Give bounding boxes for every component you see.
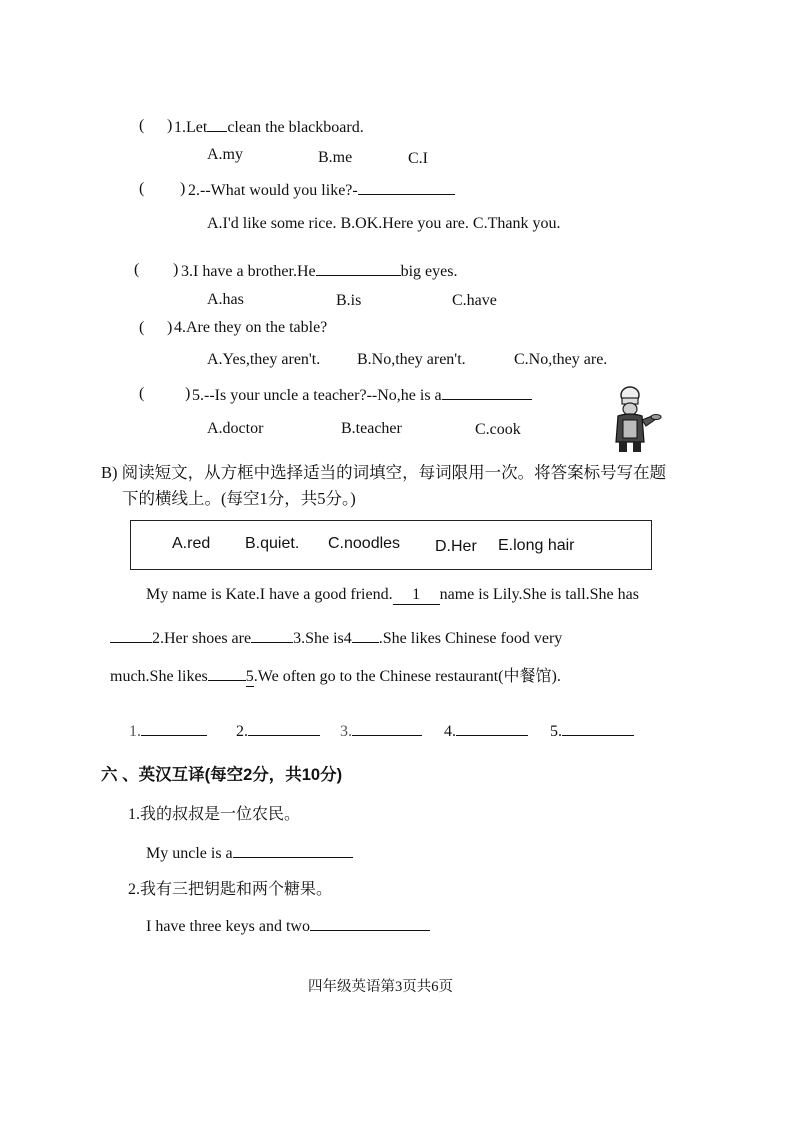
- q5-option-b: B.teacher: [341, 420, 402, 437]
- word-option-c: C.noodles: [328, 535, 401, 552]
- answer-4: 4.: [444, 721, 528, 741]
- passage-line-3: much.She likes 5.We often go to the Chinese restaurant(中餐馆).: [110, 668, 561, 685]
- q5-stem: 5.--Is your uncle a teacher?--No,he is a: [192, 385, 532, 405]
- q5-paren-open: (: [139, 385, 145, 402]
- q3-option-c: C.have: [452, 292, 497, 309]
- q5-paren-close: ): [185, 385, 191, 402]
- q4-option-c: C.No,they are.: [514, 351, 608, 368]
- q3-option-b: B.is: [336, 292, 362, 309]
- q4-stem: 4.Are they on the table?: [174, 319, 328, 336]
- answer-1: 1.: [129, 721, 207, 741]
- q1-option-a: A.my: [207, 146, 243, 163]
- translate-q1-en: My uncle is a: [146, 843, 353, 863]
- q1-option-b: B.me: [318, 149, 353, 166]
- q2-paren-close: ): [180, 180, 186, 197]
- section-6-heading: 六 、英汉互译(每空2分，共10分): [101, 766, 343, 784]
- section-b-heading-line2: 下的横线上。(每空1分，共5分。): [122, 489, 356, 508]
- q3-stem: 3.I have a brother.He big eyes.: [181, 263, 458, 280]
- q3-paren-close: ): [173, 261, 179, 278]
- q2-paren-open: (: [139, 180, 145, 197]
- q2-stem: 2.--What would you like?-: [188, 180, 455, 200]
- q3-option-a: A.has: [207, 291, 244, 308]
- passage-line-2: 2.Her shoes are 3.She is4 .She likes Chinese food very: [110, 628, 562, 648]
- q4-option-b: B.No,they aren't.: [357, 351, 466, 368]
- translate-q1-cn: 1.我的叔叔是一位农民。: [128, 806, 301, 823]
- q4-paren-close: ): [167, 319, 173, 336]
- word-option-e: E.long hair: [498, 537, 575, 554]
- q5-option-c: C.cook: [475, 421, 521, 438]
- answer-3: 3.: [340, 721, 422, 741]
- passage-line-1: My name is Kate.I have a good friend. 1 name is Lily.She is tall.She has: [146, 586, 639, 603]
- q4-option-a: A.Yes,they aren't.: [207, 351, 321, 368]
- translate-q2-en: I have three keys and two: [146, 916, 430, 936]
- q4-paren-open: (: [139, 319, 145, 336]
- blank-5: 5: [245, 668, 254, 685]
- word-option-a: A.red: [172, 535, 211, 552]
- page-footer: 四年级英语第3页共6页: [308, 979, 453, 995]
- blank-4: 4: [343, 630, 352, 647]
- translate-q2-cn: 2.我有三把钥匙和两个糖果。: [128, 881, 333, 898]
- word-option-b: B.quiet.: [245, 535, 300, 552]
- answer-5: 5.: [550, 721, 634, 741]
- chef-icon: [606, 386, 662, 456]
- q1-stem: 1.Let clean the blackboard.: [174, 119, 364, 136]
- q2-options: A.I'd like some rice. B.OK.Here you are. C.Thank you.: [207, 215, 561, 232]
- section-b-heading-line1: B) 阅读短文，从方框中选择适当的词填空，每词限用一次。将答案标号写在题: [101, 463, 667, 482]
- q3-paren-open: (: [134, 261, 140, 278]
- answer-2: 2.: [236, 721, 320, 741]
- q1-paren-close: ): [167, 117, 173, 134]
- q1-paren-open: (: [139, 117, 145, 134]
- blank-1: 1: [393, 586, 440, 605]
- word-option-d: D.Her: [435, 538, 477, 555]
- q5-option-a: A.doctor: [207, 420, 264, 437]
- q1-option-c: C.I: [408, 150, 428, 167]
